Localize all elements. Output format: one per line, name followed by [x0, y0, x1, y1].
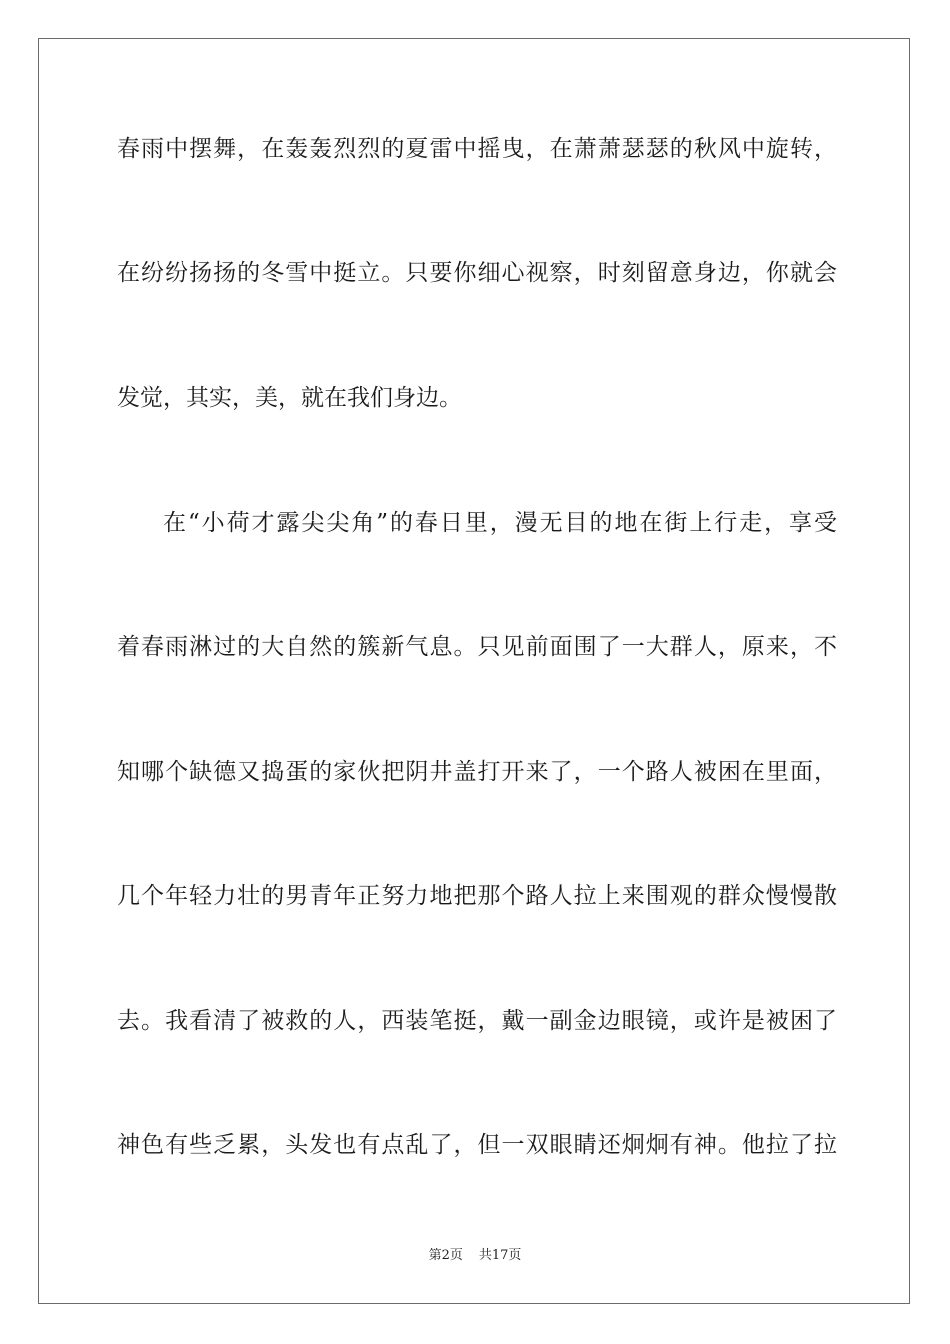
- page-total: 共17页: [478, 1248, 522, 1263]
- text-line-8: 去。我看清了被救的人，西装笔挺，戴一副金边眼镜，或许是被困了: [117, 1008, 837, 1034]
- text-line-1: 春雨中摆舞，在轰轰烈烈的夏雷中摇曳，在萧萧瑟瑟的秋风中旋转，: [117, 136, 837, 162]
- page-footer: [0, 1247, 950, 1265]
- page-border: [38, 38, 910, 1304]
- text-line-6: 知哪个缺德又捣蛋的家伙把阴井盖打开来了，一个路人被困在里面，: [117, 759, 837, 785]
- text-line-3: 发觉，其实，美，就在我们身边。: [117, 385, 462, 411]
- text-line-7: 几个年轻力壮的男青年正努力地把那个路人拉上来围观的群众慢慢散: [117, 883, 837, 909]
- text-line-5: 着春雨淋过的大自然的簇新气息。只见前面围了一大群人，原来，不: [117, 634, 837, 660]
- text-line-2: 在纷纷扬扬的冬雪中挺立。只要你细心视察，时刻留意身边，你就会: [117, 260, 837, 286]
- text-line-4: 在“小荷才露尖尖角”的春日里，漫无目的地在街上行走，享受: [163, 510, 837, 536]
- text-line-9: 神色有些乏累，头发也有点乱了，但一双眼睛还炯炯有神。他拉了拉: [117, 1132, 837, 1158]
- page-number: 第2页: [428, 1248, 463, 1263]
